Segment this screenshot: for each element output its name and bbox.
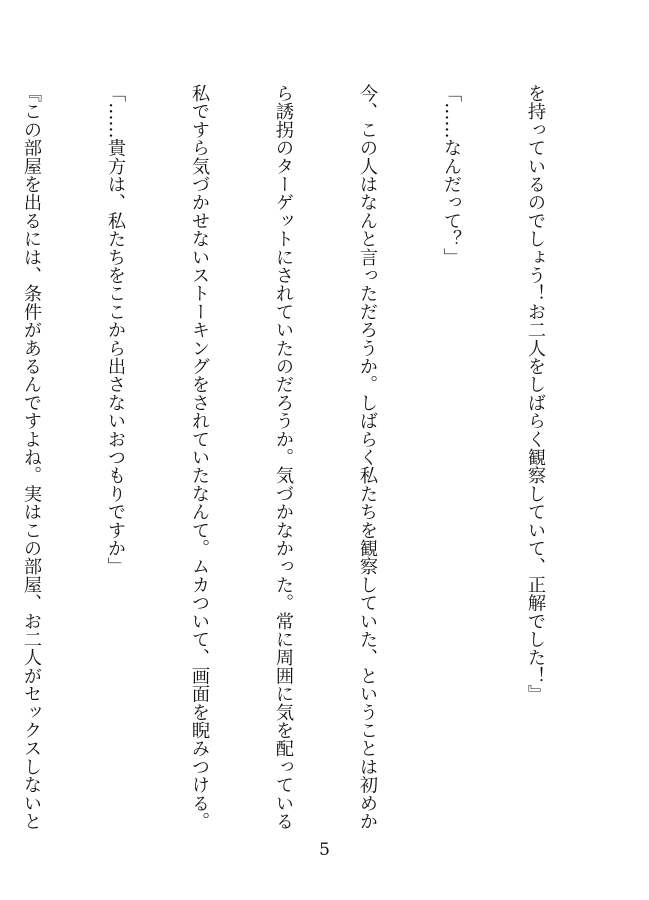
- page-number: 5: [319, 840, 330, 860]
- text-line: ら誘拐のターゲットにされていたのだろうか。気づかなかった。常に周囲に気を配っている: [273, 84, 294, 831]
- text-line: 「……なんだって？」: [441, 84, 462, 266]
- text-line: を持っているのでしょう！お二人をしばらく観察していて、正解でした！』: [525, 84, 546, 703]
- text-line: 『この部屋を出るには、条件があるんですよね。実はこの部屋、お二人がセックスしないと: [21, 84, 42, 831]
- text-line: 今、この人はなんと言っただろうか。しばらく私たちを観察していた、ということは初めか: [357, 84, 378, 831]
- vertical-text-body: [0, 84, 605, 831]
- text-line: 「……貴方は、私たちをここから出さないおつもりですか」: [105, 84, 126, 576]
- text-line: 私ですら気づかせないストーキングをされていたなんて。ムカついて、画面を睨みつける。: [189, 84, 210, 831]
